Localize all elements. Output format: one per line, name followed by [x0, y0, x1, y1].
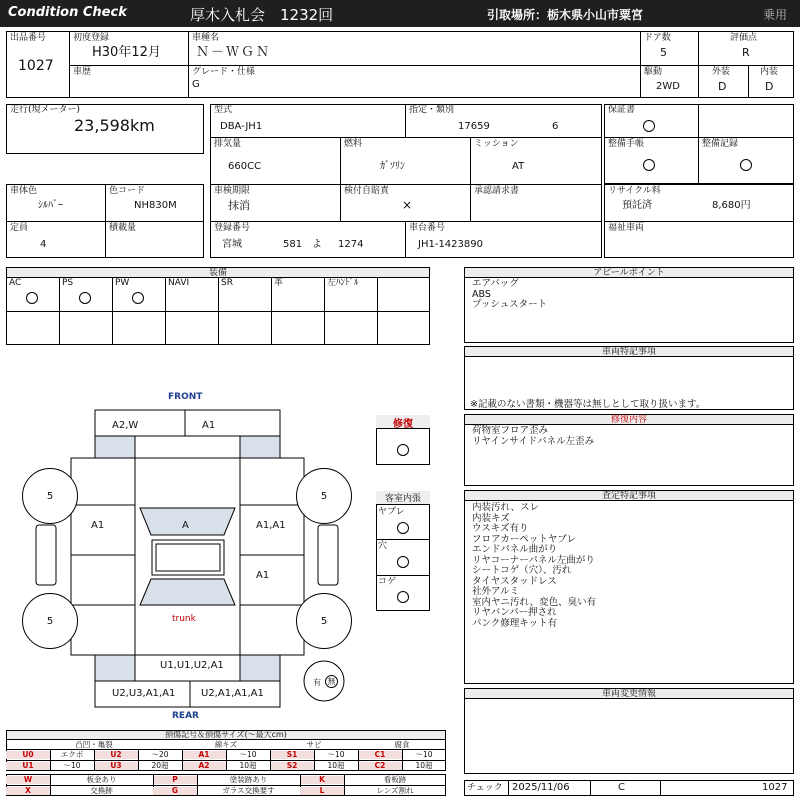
warranty-circle [643, 120, 655, 132]
load-label: 積載量 [109, 223, 137, 233]
recycle-status: 預託済 [622, 200, 652, 211]
approval-label: 承認請求書 [474, 186, 520, 196]
check-number: 1027 [762, 782, 788, 793]
wheel-front-right: 5 [296, 468, 352, 524]
trunk-label: trunk [172, 614, 196, 624]
wheel-rear-left: 5 [22, 593, 78, 649]
mileage-label: 走行(現メーター) [10, 105, 81, 115]
repair-title: 修復内容 [464, 414, 794, 425]
header-title: 厚木入札会 1232回 [190, 6, 334, 24]
repair-history-title: 修復 [376, 415, 430, 429]
interior-label: 内装 [760, 67, 779, 77]
plate-kana: よ [312, 239, 322, 250]
spare-has-label: 有 [313, 678, 321, 687]
spare-none-label: 無 [325, 675, 338, 688]
check-date: 2025/11/06 [512, 782, 570, 793]
inspector-lines: 内装汚れ、スレ 内装キズ ウスキズ有り フロアカーペットヤブレ エンドパネル曲がり リヤコーナーパネル左曲がり シートコゲ（穴）、汚れ タイヤスタッドレス 社外アルミ 室内ヤニ汚れ、変色、臭い有 リヤバンパー押され パンク修理キット有 [472, 502, 597, 629]
plate-class: 581 [283, 239, 303, 250]
legend-group: 凸凹・亀裂 [75, 740, 113, 749]
mission: AT [512, 161, 525, 172]
fuel-label: 燃料 [344, 139, 363, 149]
recycle-label: リサイクル料 [608, 186, 661, 196]
car-name: Ｎ－ＷＧＮ [196, 45, 272, 60]
equipment-circle [26, 292, 38, 304]
wheel-front-left: 5 [22, 468, 78, 524]
legend-cell: U2 [94, 751, 138, 759]
drive: 2WD [656, 81, 680, 92]
legend-cell: ～20 [151, 750, 169, 759]
designation-label: 指定・類別 [409, 105, 455, 115]
legend-cell: C2 [358, 762, 402, 770]
capacity-label: 定員 [10, 223, 29, 233]
grade-label: グレード・仕様 [192, 67, 256, 77]
mark-hood: A [182, 520, 189, 531]
mark-left-front-door: A1 [91, 520, 105, 531]
legend-cell: 10超 [327, 761, 345, 770]
mark-right-rear-door: A1 [256, 570, 270, 581]
listing-no: 1027 [18, 58, 54, 74]
fuel: ｶﾞｿﾘﾝ [380, 161, 405, 172]
designation: 17659 [458, 121, 490, 132]
legend-cell: U1 [6, 762, 50, 770]
score-label: 評価点 [730, 33, 758, 43]
mileage: 23,598km [74, 116, 155, 135]
maint-record-circle [740, 159, 752, 171]
equipment-label: 革 [274, 278, 284, 288]
inspection: 抹消 [228, 199, 250, 212]
tax-label: 検付自賠責 [344, 186, 390, 196]
special-title: 車両特記事項 [464, 346, 794, 357]
legend-cell-2: 板金あり [86, 775, 117, 784]
equipment-label: PW [115, 278, 130, 288]
appeal-title: アピールポイント [464, 267, 794, 278]
legend-cell-2: L [300, 787, 344, 795]
legend-cell-2: ガラス交換要す [222, 786, 275, 795]
equipment-label: AC [9, 278, 22, 288]
legend-cell: ～10 [239, 750, 257, 759]
category-no: 6 [552, 121, 559, 132]
changes-title: 車両変更情報 [464, 688, 794, 699]
history-label: 車歴 [73, 67, 92, 77]
cabin-label-burn: コゲ [378, 577, 397, 587]
legend-cell-2: K [300, 776, 344, 784]
chassis: JH1-1423890 [418, 239, 483, 250]
legend-cell-2: 看板跡 [383, 775, 407, 784]
car-name-label: 車種名 [192, 33, 220, 43]
wheel-rear-right: 5 [296, 593, 352, 649]
cabin-label-tear: ヤブレ [378, 507, 405, 517]
maint-book-circle [643, 159, 655, 171]
changes-box [464, 698, 794, 774]
recycle-fee: 8,680円 [712, 200, 751, 211]
color-label: 車体色 [10, 186, 38, 196]
legend-cell-2: 交換跡 [90, 786, 113, 795]
score: R [742, 46, 750, 59]
cabin-label-hole: 穴 [378, 541, 388, 551]
equipment-label: 左ﾊﾝﾄﾞﾙ [327, 278, 359, 288]
legend-group: サビ [306, 740, 322, 749]
check-label: チェック [467, 783, 503, 793]
first-reg-label: 初度登録 [73, 33, 110, 43]
mark-front-right: A1 [202, 420, 216, 431]
plate-label: 登録番号 [214, 223, 251, 233]
color-code-label: 色コード [109, 186, 146, 196]
mark-rear-middle: U1,U1,U2,A1 [160, 660, 224, 671]
legend-group: 線キズ [214, 740, 238, 749]
inspector-title: 査定特記事項 [464, 490, 794, 501]
listing-no-label: 出品番号 [10, 33, 47, 43]
mission-label: ミッション [474, 139, 519, 149]
cabin-circle-tear [397, 522, 409, 534]
plate-no: 1274 [338, 239, 364, 250]
legend-cell-2: W [6, 776, 50, 784]
legend-cell-2: P [153, 776, 197, 784]
repair-lines: 荷物室フロア歪み リヤインサイドパネル左歪み [472, 425, 595, 447]
brand-label: Condition Check [8, 5, 127, 20]
rear-label: REAR [172, 711, 199, 721]
appeal-lines: エアバッグ ABS プッシュスタート [472, 278, 548, 310]
cabin-circle-hole [397, 556, 409, 568]
plate-block [210, 221, 602, 258]
equipment-circle [132, 292, 144, 304]
plate-area: 宮城 [222, 239, 242, 250]
equipment-label: SR [221, 278, 233, 288]
legend-cell-2: 塗装跡あり [229, 775, 268, 784]
legend-cell: S2 [270, 762, 314, 770]
legend-cell: ～10 [327, 750, 345, 759]
displacement-label: 排気量 [214, 139, 242, 149]
legend-cell: 10超 [415, 761, 433, 770]
check-grade: C [618, 782, 625, 793]
maint-record-label: 整備記録 [702, 139, 739, 149]
category-label: 乗用 [763, 8, 788, 22]
front-label: FRONT [168, 392, 203, 402]
mark-rear-right: U2,A1,A1,A1 [201, 688, 264, 699]
grade: G [192, 79, 200, 90]
legend-cell: ～10 [63, 761, 81, 770]
capacity: 4 [40, 239, 47, 250]
cabin-title: 客室内張 [376, 491, 430, 505]
tax: × [402, 198, 413, 212]
equipment-circle [79, 292, 91, 304]
cabin-circle-burn [397, 591, 409, 603]
legend-cell: S1 [270, 751, 314, 759]
legend-cell: U0 [6, 751, 50, 759]
legend-cell: ～10 [415, 750, 433, 759]
exterior-label: 外装 [712, 67, 731, 77]
equipment-label: PS [62, 278, 74, 288]
mark-rear-left: U2,U3,A1,A1 [112, 688, 176, 699]
first-reg: H30年12月 [92, 45, 161, 60]
legend-cell: A1 [182, 751, 226, 759]
inspection-label: 車検期限 [214, 186, 251, 196]
interior: D [765, 80, 774, 93]
legend-cell-2: レンズ割れ [376, 786, 414, 795]
exterior: D [718, 80, 727, 93]
legend-cell: A2 [182, 762, 226, 770]
mark-front-left: A2,W [112, 420, 139, 431]
equipment-label: NAVI [168, 278, 190, 288]
model: DBA-JH1 [220, 121, 263, 132]
maint-book-label: 整備手帳 [608, 139, 645, 149]
chassis-label: 車台番号 [409, 223, 446, 233]
legend-cell: エクボ [60, 750, 84, 759]
displacement: 660CC [228, 161, 262, 172]
model-label: 型式 [214, 105, 233, 115]
legend-cell: U3 [94, 762, 138, 770]
legend-cell-2: G [153, 787, 197, 795]
doors-label: ドア数 [644, 33, 671, 43]
legend-group: 腐食 [394, 740, 410, 749]
legend-cell-2: X [6, 787, 50, 795]
legend-title: 損傷記号＆損傷サイズ(～最大cm) [6, 730, 446, 740]
pickup-location: 引取場所：栃木県小山市粟宮 [487, 8, 644, 22]
color: ｼﾙﾊﾞｰ [38, 200, 63, 211]
doors: 5 [660, 46, 667, 59]
equipment-title: 装備 [6, 267, 430, 278]
legend-cell: 10超 [239, 761, 257, 770]
mark-right-front-door: A1,A1 [256, 520, 286, 531]
welfare-label: 福祉車両 [608, 223, 645, 233]
drive-label: 駆動 [644, 67, 663, 77]
warranty-label: 保証書 [608, 105, 636, 115]
repair-history-circle [397, 444, 409, 456]
special-note: ※記載のない書類・機器等は無しとして取り扱います。 [470, 399, 706, 410]
legend-cell: C1 [358, 751, 402, 759]
color-code: NH830M [134, 200, 177, 211]
legend-cell: 20超 [151, 761, 169, 770]
